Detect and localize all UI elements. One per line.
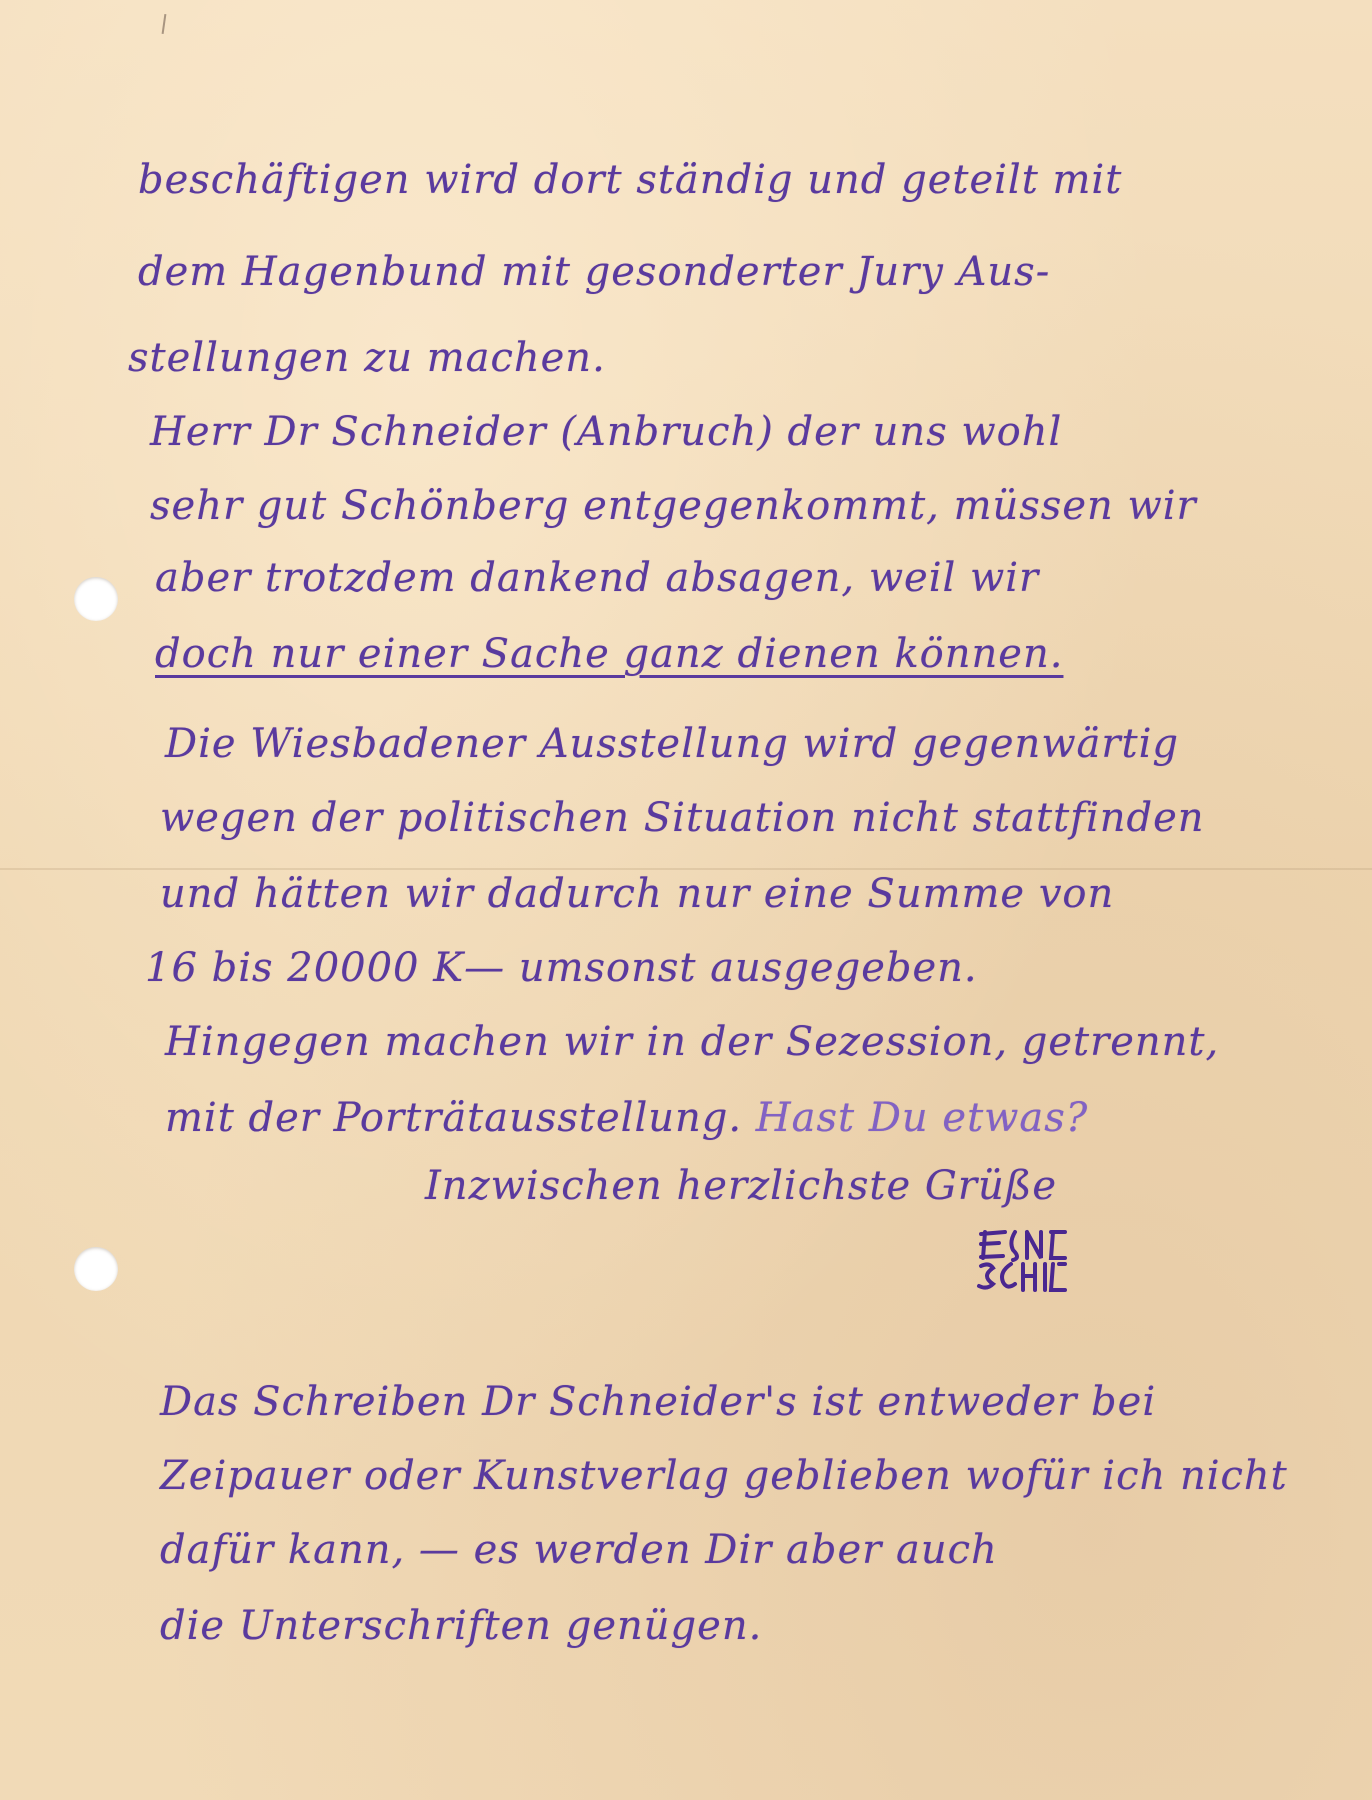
letter-line: Hingegen machen wir in der Sezession, getrennt,	[165, 1019, 1220, 1065]
letter-line: aber trotzdem dankend absagen, weil wir	[155, 555, 1040, 601]
letter-line: Die Wiesbadener Ausstellung wird gegenwärtig	[165, 721, 1179, 767]
letter-line: wegen der politischen Situation nicht stattfinden	[160, 795, 1205, 841]
postscript-line: die Unterschriften genügen.	[160, 1603, 763, 1649]
underlined-phrase: doch nur einer Sache ganz dienen können.	[155, 631, 1064, 677]
closing-greeting: Inzwischen herzlichste Grüße	[425, 1163, 1058, 1209]
letter-line-text: mit der Porträtausstellung.	[165, 1095, 743, 1141]
signature-monogram	[975, 1228, 1067, 1292]
letter-line: stellungen zu machen.	[128, 335, 606, 381]
letter-line	[165, 1090, 1088, 1146]
postscript-line: dafür kann, — es werden Dir aber auch	[160, 1527, 998, 1573]
letter-line: Herr Dr Schneider (Anbruch) der uns wohl	[150, 409, 1063, 455]
postscript-line: Das Schreiben Dr Schneider's ist entweder bei	[160, 1379, 1157, 1425]
letter-line: beschäftigen wird dort ständig und geteilt mit	[138, 157, 1123, 203]
letter-line	[155, 626, 1063, 682]
letter-line: und hätten wir dadurch nur eine Summe von	[160, 871, 1115, 917]
letter-line-addition: Hast Du etwas?	[755, 1095, 1089, 1141]
letter-line: dem Hagenbund mit gesonderter Jury Aus-	[138, 249, 1051, 295]
letter-line: 16 bis 20000 K— umsonst ausgegeben.	[145, 945, 978, 991]
postscript-line: Zeipauer oder Kunstverlag geblieben wofür ich nicht	[160, 1453, 1288, 1499]
letter-line: sehr gut Schönberg entgegenkommt, müssen wir	[150, 483, 1197, 529]
